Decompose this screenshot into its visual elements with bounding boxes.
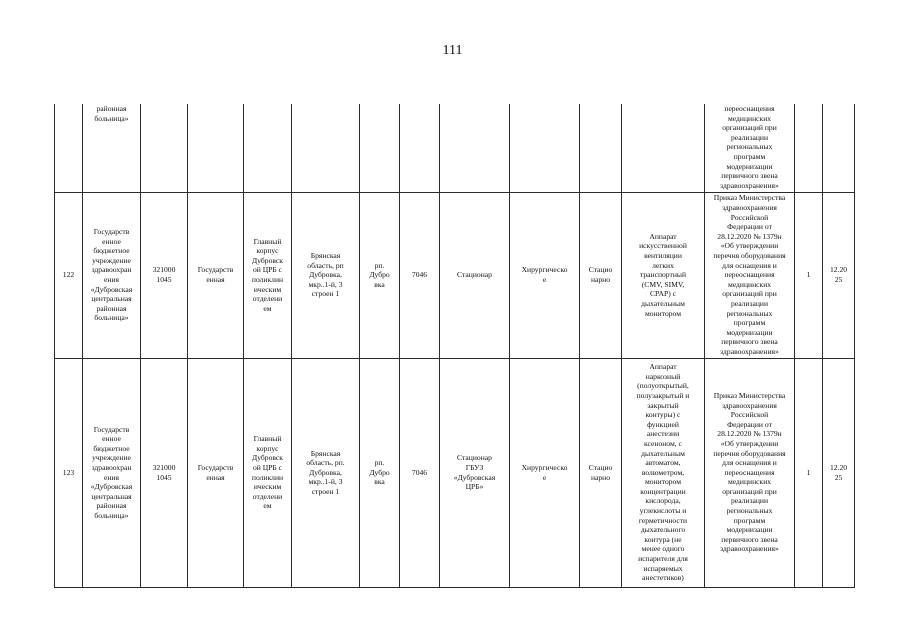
cell-address	[292, 104, 360, 192]
cell-doc: переоснащения медицинских организаций при реализации региональных программ модернизации первичного звена здравоохранения»	[705, 104, 795, 192]
cell-locality: рп. Дубро вка	[360, 358, 400, 587]
cell-index: 7046	[400, 192, 440, 358]
cell-num: 123	[55, 358, 83, 587]
cell-org: Государств енное бюджетное учреждение здравоохран ения «Дубровская центральная районная больница»	[83, 192, 141, 358]
cell-form	[188, 104, 244, 192]
cell-index	[400, 104, 440, 192]
cell-unit: Стационар ГБУЗ «Дубровская ЦРБ»	[440, 358, 510, 587]
cell-address: Брянская область, рп Дубровка, мкр..1-й, 3 строен 1	[292, 192, 360, 358]
cell-unit: Стационар	[440, 192, 510, 358]
cell-code: 321000 1045	[141, 358, 188, 587]
cell-date: 12.20 25	[823, 192, 855, 358]
cell-care	[580, 104, 622, 192]
cell-profile: Хирургическо е	[510, 192, 580, 358]
cell-doc: Приказ Министерства здравоохранения Российской Федерации от 28.12.2020 № 1379н «Об утверждении перечня оборудования для оснащения и переоснащения медицинских организаций при реализации региональных программ модернизации первичного звена здравоохранения»	[705, 192, 795, 358]
cell-code: 321000 1045	[141, 192, 188, 358]
cell-form: Государств енная	[188, 192, 244, 358]
cell-equipment	[622, 104, 705, 192]
cell-locality	[360, 104, 400, 192]
cell-qty: 1	[795, 192, 823, 358]
cell-index: 7046	[400, 358, 440, 587]
cell-building	[244, 104, 292, 192]
cell-equipment: Аппарат наркозный (полуоткрытый, полузакрытый и закрытый контуры) с функцией анестезии ксеноном, с дыхательным автоматом, волюметром, монитором концентрации кислорода, углекислоты и герметичности дыхательного контура (не менее одного испарителя для испаряемых анестетиков)	[622, 358, 705, 587]
table-row	[55, 192, 855, 358]
page-number: 111	[442, 43, 463, 58]
cell-unit	[440, 104, 510, 192]
cell-code	[141, 104, 188, 192]
cell-num	[55, 104, 83, 192]
cell-profile: Хирургическо е	[510, 358, 580, 587]
cell-doc: Приказ Министерства здравоохранения Российской Федерации от 28.12.2020 № 1379н «Об утверждении перечня оборудования для оснащения и переоснащения медицинских организаций при реализации региональных программ модернизации первичного звена здравоохранения»	[705, 358, 795, 587]
cell-org: Государств енное бюджетное учреждение здравоохран ения «Дубровская центральная районная больница»	[83, 358, 141, 587]
table-row	[55, 358, 855, 587]
cell-profile	[510, 104, 580, 192]
cell-qty	[795, 104, 823, 192]
table-row-carryover	[55, 104, 855, 192]
cell-address: Брянская область, рп. Дубровка, мкр..1-й, 3 строен 1	[292, 358, 360, 587]
cell-building: Главный корпус Дубровск ой ЦРБ с поликлин ическим отделени ем	[244, 192, 292, 358]
cell-care: Стацио нарно	[580, 192, 622, 358]
cell-locality: рп. Дубро вка	[360, 192, 400, 358]
cell-date: 12.20 25	[823, 358, 855, 587]
equipment-table	[54, 104, 855, 588]
cell-org: районная больница»	[83, 104, 141, 192]
cell-qty: 1	[795, 358, 823, 587]
cell-care: Стацио нарно	[580, 358, 622, 587]
cell-building: Главный корпус Дубровск ой ЦРБ с поликлин ическим отделени ем	[244, 358, 292, 587]
cell-date	[823, 104, 855, 192]
cell-equipment: Аппарат искусственной вентиляции легких транспортный (CMV, SIMV, CPAP) с дыхательным монитором	[622, 192, 705, 358]
cell-form: Государств енная	[188, 358, 244, 587]
cell-num: 122	[55, 192, 83, 358]
